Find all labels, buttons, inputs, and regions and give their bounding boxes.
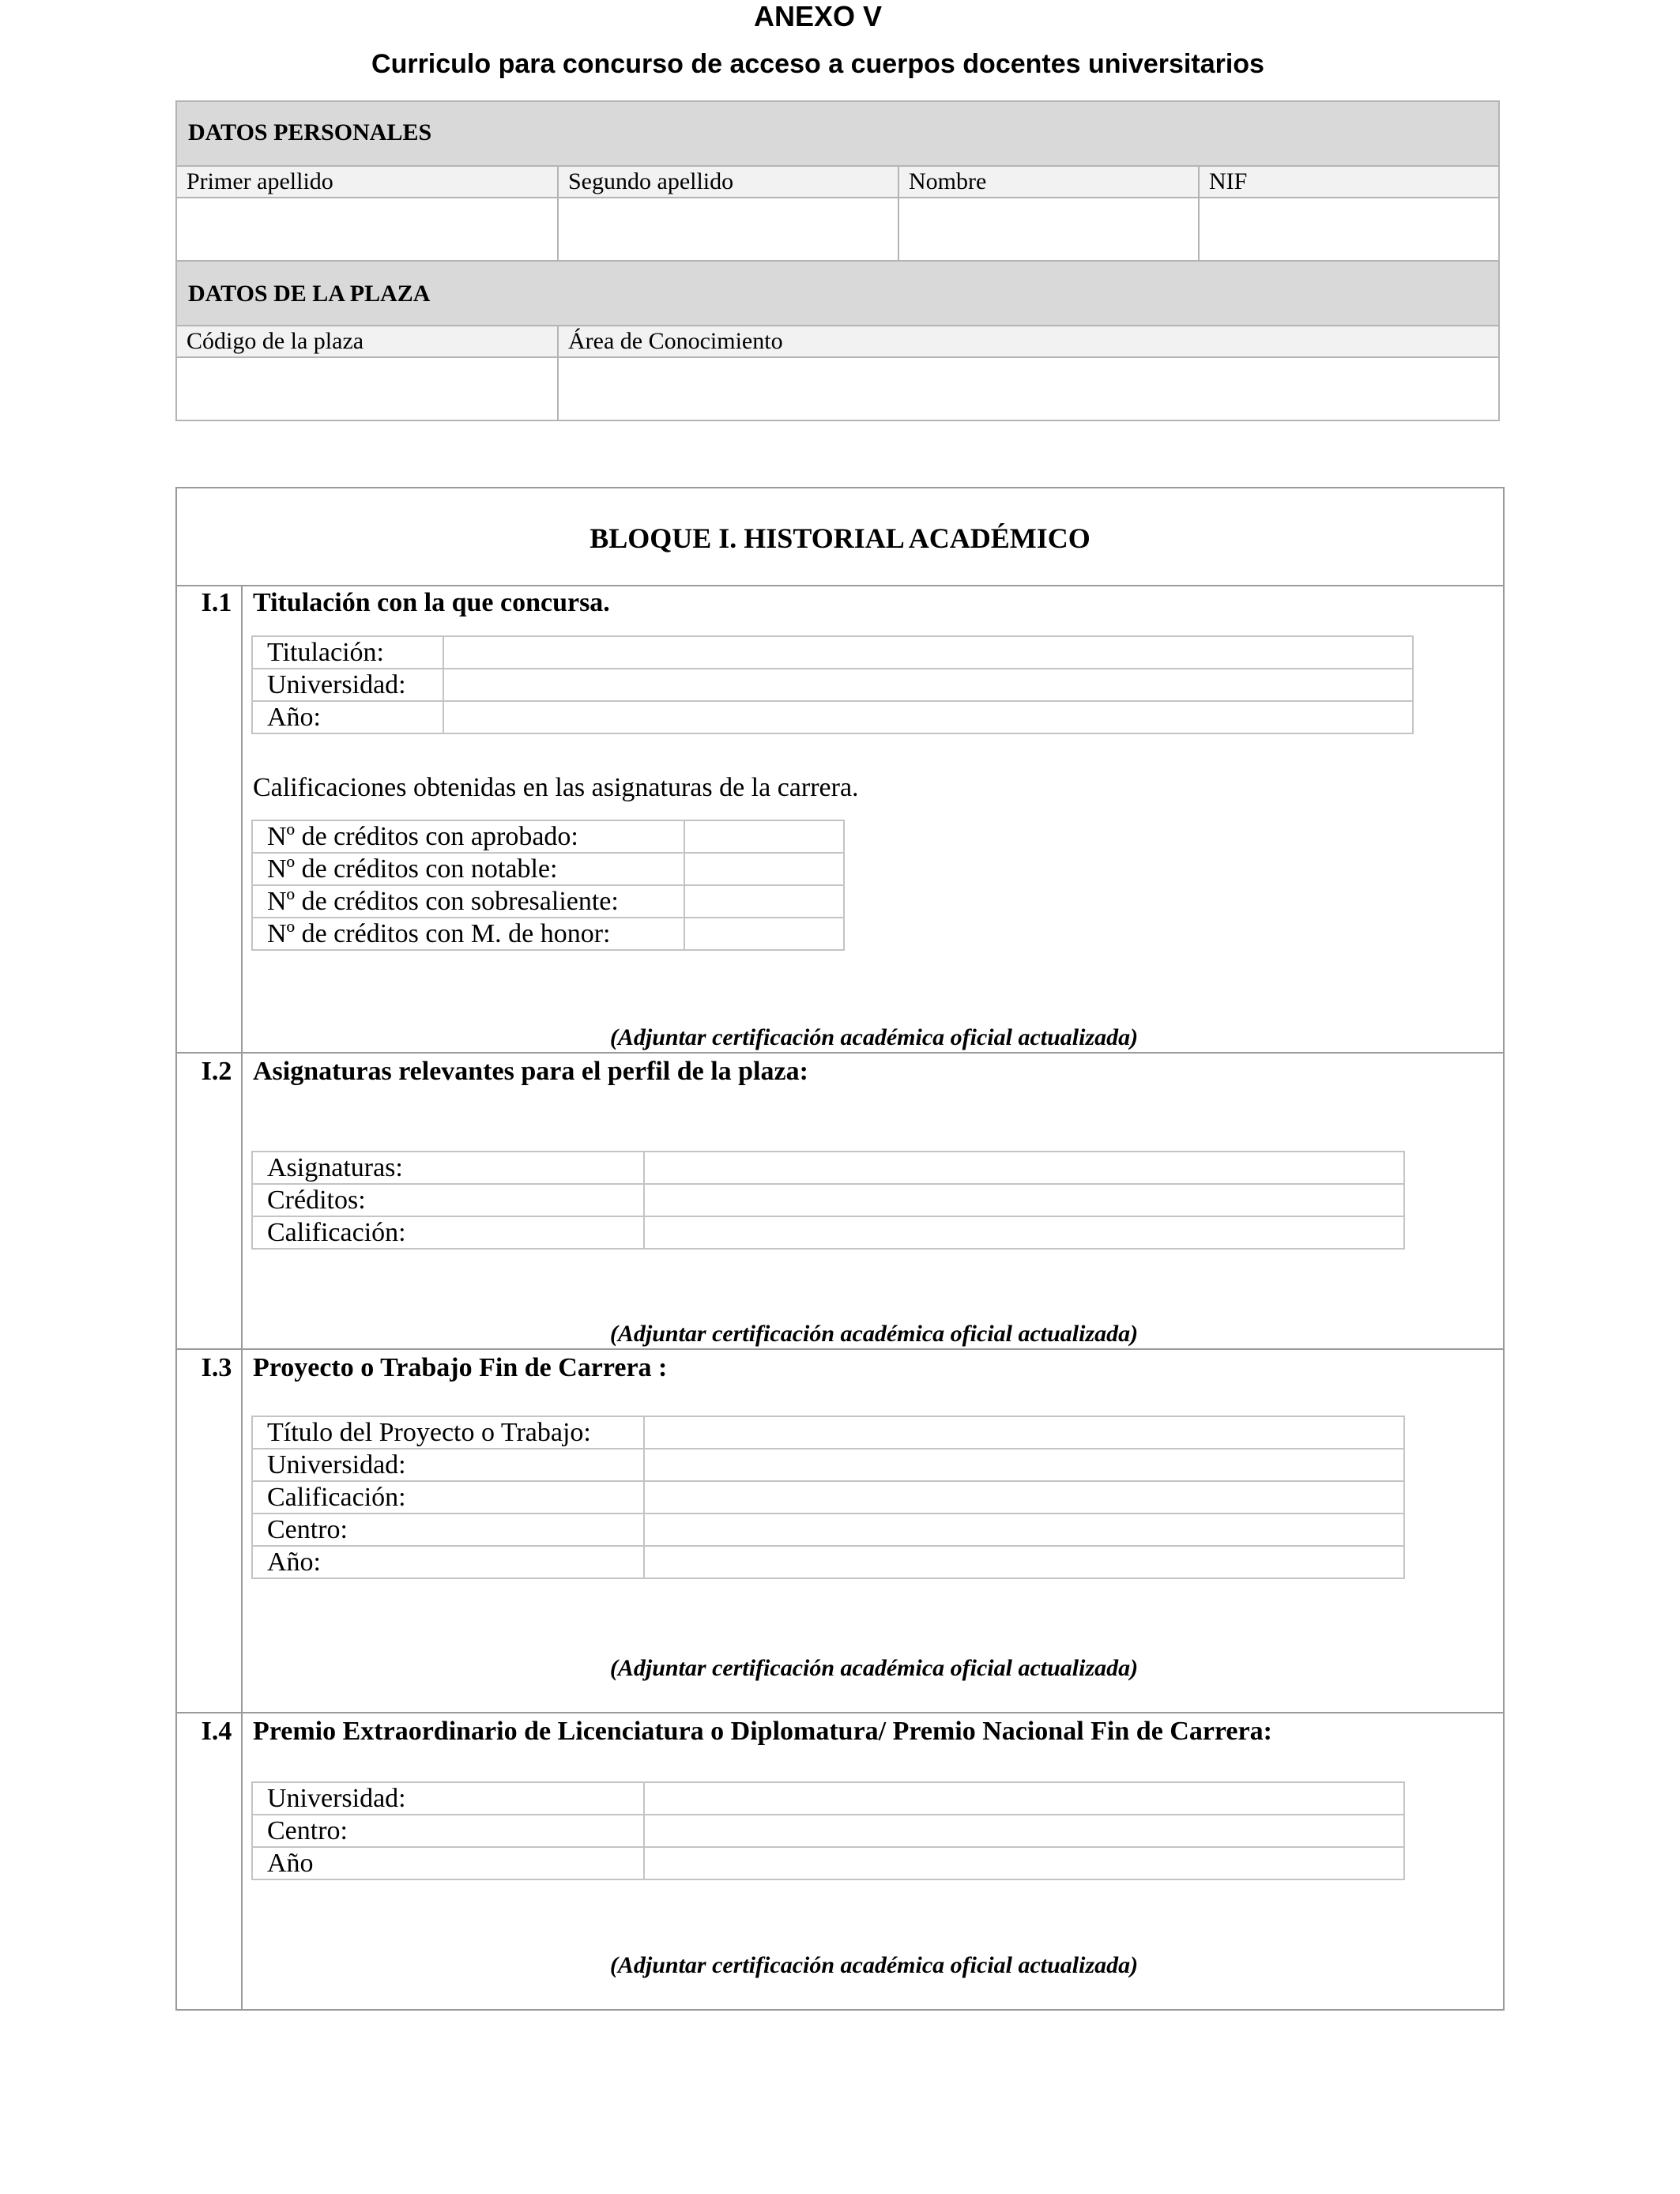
row-label: Créditos: <box>252 1184 644 1216</box>
value-cell[interactable] <box>684 918 844 950</box>
value-cell[interactable] <box>644 1514 1404 1546</box>
form-title: Curriculo para concurso de acceso a cuerpos docentes universitarios <box>371 49 1264 79</box>
table-row <box>252 1216 1404 1249</box>
value-cell[interactable] <box>443 701 1413 733</box>
table-row <box>252 701 1413 733</box>
bloque-title: BLOQUE I. HISTORIAL ACADÉMICO <box>590 522 1090 554</box>
section-title: Premio Extraordinario de Licenciatura o Diplomatura/ Premio Nacional Fin de Carrera: <box>253 1717 1272 1746</box>
row-label: Título del Proyecto o Trabajo: <box>252 1416 644 1449</box>
section-number: I.3 <box>201 1353 232 1382</box>
value-cell[interactable] <box>644 1152 1404 1184</box>
section-title: Proyecto o Trabajo Fin de Carrera : <box>253 1353 668 1382</box>
value-cell[interactable] <box>644 1815 1404 1847</box>
table-row <box>252 1152 1404 1184</box>
table-row <box>252 636 1413 669</box>
table-row <box>252 853 844 885</box>
proyecto-table <box>251 1416 1405 1579</box>
section-title: Asignaturas relevantes para el perfil de la plaza: <box>253 1057 808 1086</box>
divider <box>175 1712 1505 1713</box>
divider <box>175 1052 1505 1054</box>
field-segundo-apellido[interactable] <box>557 197 899 262</box>
row-label: Año: <box>252 1546 644 1578</box>
datos-plaza-heading: DATOS DE LA PLAZA <box>188 281 431 307</box>
row-label: Asignaturas: <box>252 1152 644 1184</box>
row-label: Nº de créditos con sobresaliente: <box>252 885 684 918</box>
table-row <box>252 1546 1404 1578</box>
value-cell[interactable] <box>644 1847 1404 1879</box>
table-row <box>252 820 844 853</box>
row-label: Año: <box>252 701 443 733</box>
titulacion-table <box>251 635 1414 734</box>
note: (Adjuntar certificación académica oficial actualizada) <box>609 1655 1139 1681</box>
table-row <box>252 1481 1404 1514</box>
table-row <box>252 669 1413 701</box>
value-cell[interactable] <box>644 1481 1404 1514</box>
datos-personales-heading: DATOS PERSONALES <box>188 119 432 145</box>
label-nombre: Nombre <box>898 165 1200 198</box>
divider <box>175 1348 1505 1350</box>
field-codigo-plaza[interactable] <box>175 356 559 421</box>
field-primer-apellido[interactable] <box>175 197 559 262</box>
calificaciones-text: Calificaciones obtenidas en las asignaturas de la carrera. <box>253 773 859 802</box>
table-row <box>252 1514 1404 1546</box>
premio-table <box>251 1781 1405 1880</box>
field-area-conocimiento[interactable] <box>557 356 1500 421</box>
value-cell[interactable] <box>443 669 1413 701</box>
datos-plaza-header <box>175 260 1500 326</box>
table-row <box>252 1782 1404 1815</box>
row-label: Calificación: <box>252 1481 644 1514</box>
value-cell[interactable] <box>644 1782 1404 1815</box>
table-row <box>252 1184 1404 1216</box>
row-label: Titulación: <box>252 636 443 669</box>
field-nombre[interactable] <box>898 197 1200 262</box>
row-label: Nº de créditos con M. de honor: <box>252 918 684 950</box>
value-cell[interactable] <box>684 853 844 885</box>
table-row <box>252 1815 1404 1847</box>
row-label: Universidad: <box>252 1449 644 1481</box>
table-row <box>252 885 844 918</box>
section-number: I.2 <box>201 1057 232 1086</box>
row-label: Centro: <box>252 1514 644 1546</box>
note: (Adjuntar certificación académica oficial actualizada) <box>609 1321 1139 1347</box>
value-cell[interactable] <box>443 636 1413 669</box>
label-segundo-apellido: Segundo apellido <box>557 165 899 198</box>
label-nif: NIF <box>1198 165 1500 198</box>
note: (Adjuntar certificación académica oficial actualizada) <box>609 1024 1139 1050</box>
table-row <box>252 918 844 950</box>
datos-personales-header <box>175 100 1500 167</box>
divider <box>241 585 243 2011</box>
value-cell[interactable] <box>684 885 844 918</box>
creditos-table <box>251 820 845 951</box>
row-label: Nº de créditos con notable: <box>252 853 684 885</box>
value-cell[interactable] <box>644 1184 1404 1216</box>
row-label: Nº de créditos con aprobado: <box>252 820 684 853</box>
section-title: Titulación con la que concursa. <box>253 588 610 617</box>
row-label: Calificación: <box>252 1216 644 1249</box>
section-number: I.4 <box>201 1717 232 1746</box>
field-nif[interactable] <box>1198 197 1500 262</box>
value-cell[interactable] <box>644 1546 1404 1578</box>
row-label: Año <box>252 1847 644 1879</box>
table-row <box>252 1416 1404 1449</box>
divider <box>175 585 1505 586</box>
label-codigo-plaza: Código de la plaza <box>175 325 559 358</box>
annex-title: ANEXO V <box>753 0 883 32</box>
value-cell[interactable] <box>644 1449 1404 1481</box>
value-cell[interactable] <box>644 1216 1404 1249</box>
table-row <box>252 1449 1404 1481</box>
row-label: Universidad: <box>252 1782 644 1815</box>
label-area-conocimiento: Área de Conocimiento <box>557 325 1500 358</box>
row-label: Universidad: <box>252 669 443 701</box>
asignaturas-table <box>251 1151 1405 1250</box>
table-row <box>252 1847 1404 1879</box>
note: (Adjuntar certificación académica oficial actualizada) <box>609 1952 1139 1978</box>
row-label: Centro: <box>252 1815 644 1847</box>
value-cell[interactable] <box>644 1416 1404 1449</box>
value-cell[interactable] <box>684 820 844 853</box>
section-number: I.1 <box>201 588 232 617</box>
label-primer-apellido: Primer apellido <box>175 165 559 198</box>
